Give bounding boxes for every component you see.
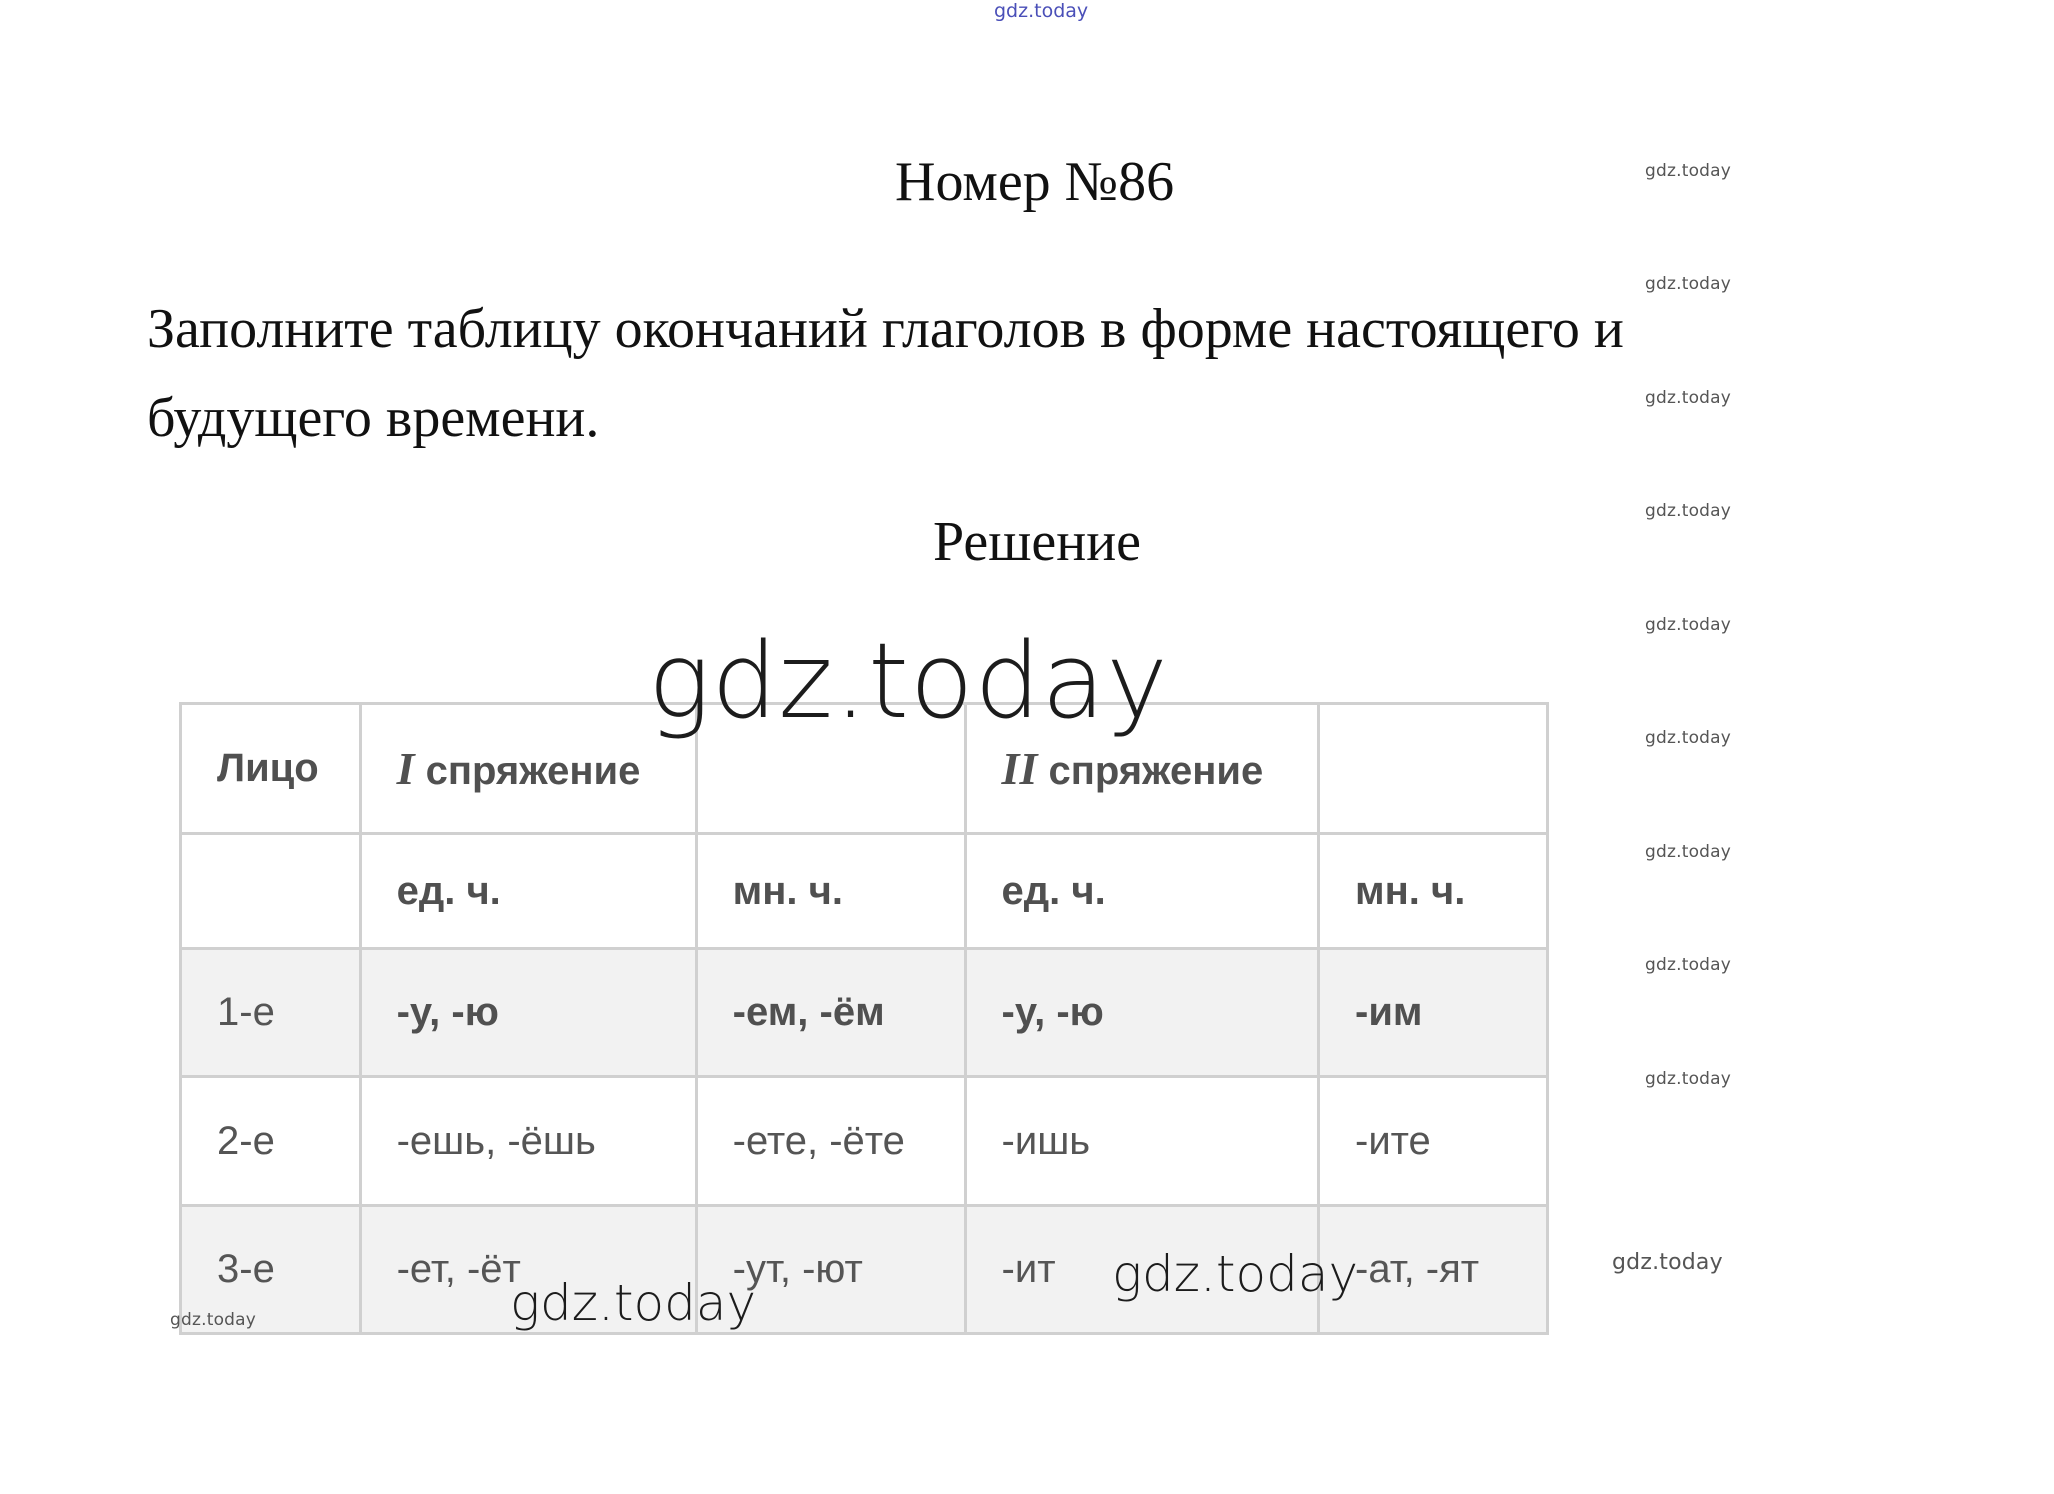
watermark-right: gdz.today (1645, 501, 1732, 521)
person-cell: 2-е (181, 1077, 361, 1206)
table-subheader-row (181, 834, 1548, 949)
watermark-right: gdz.today (1645, 615, 1732, 635)
watermark-bottom-right: gdz.today (1612, 1250, 1723, 1275)
ending-cell: -ут, -ют (696, 1206, 965, 1334)
ending-cell: -ете, -ёте (696, 1077, 965, 1206)
ending-cell: -ите (1319, 1077, 1548, 1206)
watermark-bottom-left: gdz.today (170, 1310, 257, 1330)
watermark-bottom-center: gdz.today (1112, 1245, 1359, 1303)
subheader-cell: ед. ч. (965, 834, 1318, 949)
header-conj2-text: спряжение (1037, 749, 1264, 793)
ending-cell: -ем, -ём (696, 949, 965, 1077)
subheader-cell: ед. ч. (360, 834, 696, 949)
header-empty-cell (1319, 704, 1548, 834)
ending-cell: -ет, -ёт (360, 1206, 696, 1334)
watermark-bottom-mid: gdz.today (510, 1274, 757, 1332)
ending-cell: -у, -ю (360, 949, 696, 1077)
roman-numeral: I (396, 743, 415, 794)
endings-table (179, 702, 1549, 1335)
person-cell: 1-е (181, 949, 361, 1077)
header-conj1-text: спряжение (414, 749, 641, 793)
solution-heading: Решение (933, 511, 1142, 573)
watermark-right: gdz.today (1645, 955, 1732, 975)
watermark-big: gdz.today (648, 620, 1169, 742)
watermark-right: gdz.today (1645, 388, 1732, 408)
ending-cell: -ит (965, 1206, 1318, 1334)
ending-cell: -им (1319, 949, 1548, 1077)
subheader-cell: мн. ч. (1319, 834, 1548, 949)
watermark-right: gdz.today (1645, 274, 1732, 294)
watermark-right: gdz.today (1645, 161, 1732, 181)
header-conjugation-1 (360, 704, 696, 834)
subheader-cell: мн. ч. (696, 834, 965, 949)
subheader-empty-cell (181, 834, 361, 949)
roman-numeral: II (1001, 743, 1038, 794)
table-row (181, 1077, 1548, 1206)
table-row (181, 949, 1548, 1077)
task-text: Заполните таблицу окончаний глаголов в форме настоящего и будущего времени. (147, 298, 1624, 449)
watermark-right: gdz.today (1645, 842, 1732, 862)
ending-cell: -ешь, -ёшь (360, 1077, 696, 1206)
watermark-top: gdz.today (994, 0, 1089, 22)
header-person: Лицо (181, 704, 361, 834)
watermark-right: gdz.today (1645, 1069, 1732, 1089)
person-cell: 3-е (181, 1206, 361, 1334)
watermark-right: gdz.today (1645, 728, 1732, 748)
ending-cell: -ат, -ят (1319, 1206, 1548, 1334)
ending-cell: -у, -ю (965, 949, 1318, 1077)
ending-cell: -ишь (965, 1077, 1318, 1206)
page-title: Номер №86 (895, 151, 1175, 213)
